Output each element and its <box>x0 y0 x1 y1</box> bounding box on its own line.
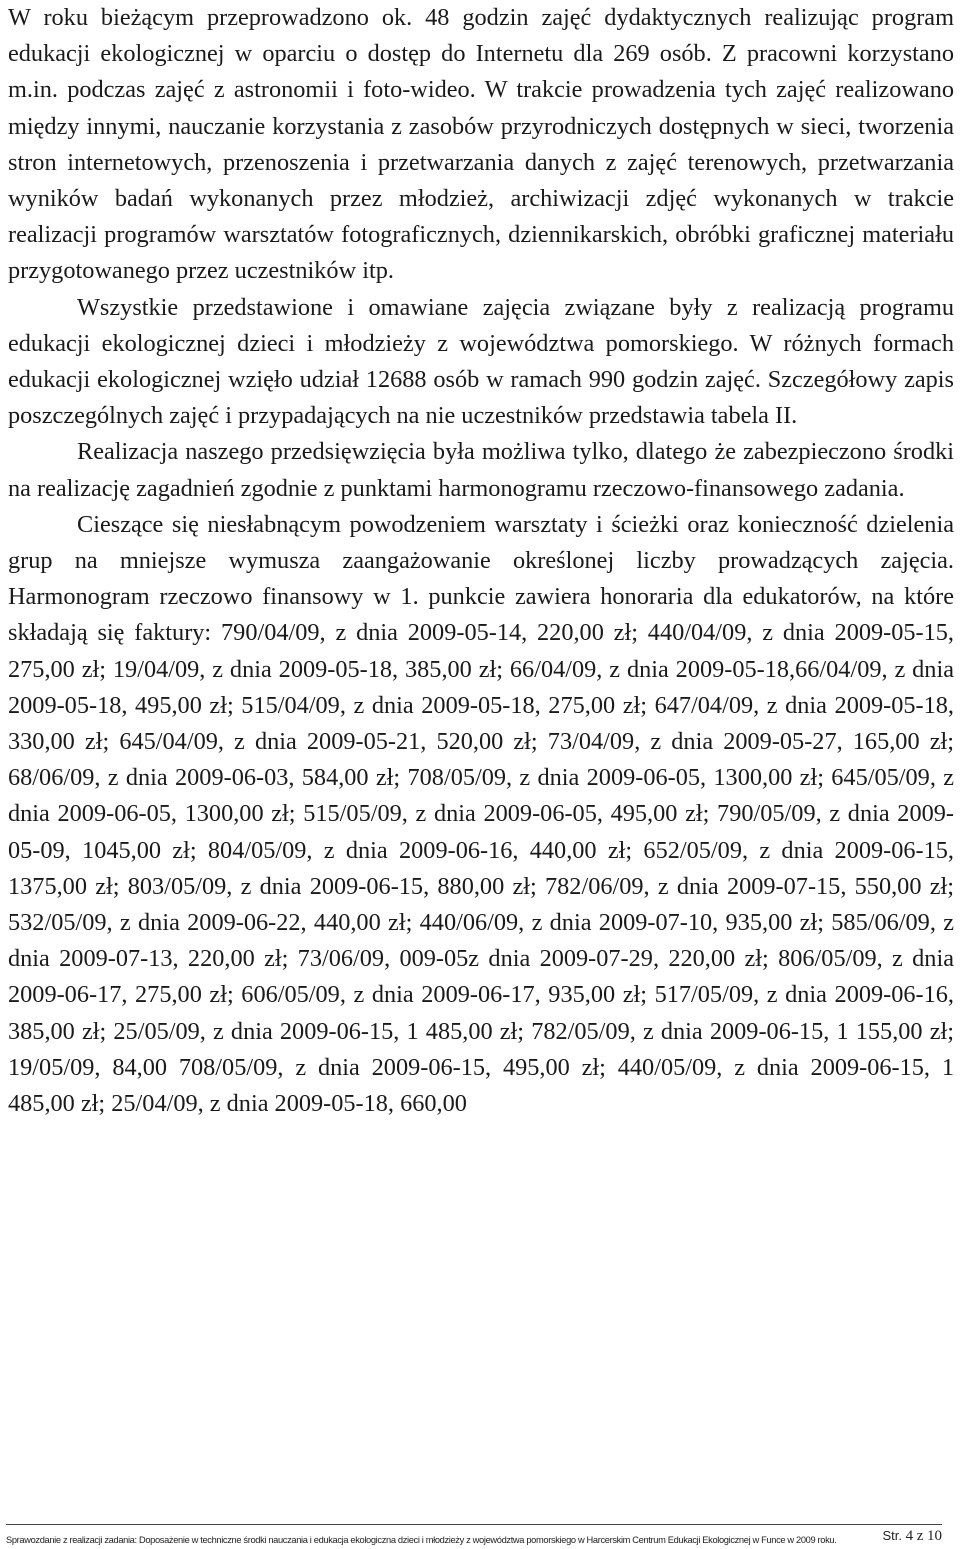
page-total: 10 <box>927 1528 942 1544</box>
paragraph-eco-education-summary: Wszystkie przedstawione i omawiane zajęcia związane były z realizacją programu edukacji ekologicznej dzieci i młodzieży z województwa pomorskiego. W różnych formach edukacji ekologicznej wzięło udział 12688 osób w ramach 990 godzin zajęć. Szczegółowy zapis poszczególnych zajęć i przypadających na nie uczestników przedstawia tabela II. <box>8 293 954 430</box>
page-number <box>882 1526 942 1545</box>
page-prefix: Str. <box>882 1528 902 1543</box>
page-separator: z <box>916 1528 924 1544</box>
page-current: 4 <box>905 1528 914 1544</box>
paragraph-internet-lab: W roku bieżącym przeprowadzono ok. 48 godzin zajęć dydaktycznych realizując program edukacji ekologicznej w oparciu o dostęp do Internetu dla 269 osób. Z pracowni korzystano m.in. podczas zajęć z astronomii i foto-wideo. W trakcie prowadzenia tych zajęć realizowano między innymi, nauczanie korzystania z zasobów przyrodniczych dostępnych w sieci, tworzenia stron internetowych, przenoszenia i przetwarzania danych z zajęć terenowych, przetwarzania wyników badań wykonanych przez młodzież, archiwizacji zdjęć wykonanych w trakcie realizacji programów warsztatów fotograficznych, dziennikarskich, obróbki graficznej materiału przygotowanego przez uczestników itp. <box>8 4 954 285</box>
paragraph-invoices: Cieszące się niesłabnącym powodzeniem warsztaty i ścieżki oraz konieczność dzielenia grup na mniejsze wymusza zaangażowanie określonej liczby prowadzących zajęcia. Harmonogram rzeczowo finansowy w 1. punkcie zawiera honoraria dla edukatorów, na które składają się faktury: 790/04/09, z dnia 2009-05-14, 220,00 zł; 440/04/09, z dnia 2009-05-15, 275,00 zł; 19/04/09, z dnia 2009-05-18, 385,00 zł; 66/04/09, z dnia 2009-05-18,66/04/09, z dnia 2009-05-18, 495,00 zł; 515/04/09, z dnia 2009-05-18, 275,00 zł; 647/04/09, z dnia 2009-05-18, 330,00 zł; 645/04/09, z dnia 2009-05-21, 520,00 zł; 73/04/09, z dnia 2009-05-27, 165,00 zł; 68/06/09, z dnia 2009-06-03, 584,00 zł; 708/05/09, z dnia 2009-06-05, 1300,00 zł; 645/05/09, z dnia 2009-06-05, 1300,00 zł; 515/05/09, z dnia 2009-06-05, 495,00 zł; 790/05/09, z dnia 2009-05-09, 1045,00 zł; 804/05/09, z dnia 2009-06-16, 440,00 zł; 652/05/09, z dnia 2009-06-15, 1375,00 zł; 803/05/09, z dnia 2009-06-15, 880,00 zł; 782/06/09, z dnia 2009-07-15, 550,00 zł; 532/05/09, z dnia 2009-06-22, 440,00 zł; 440/06/09, z dnia 2009-07-10, 935,00 zł; 585/06/09, z dnia 2009-07-13, 220,00 zł; 73/06/09, 009-05z dnia 2009-07-29, 220,00 zł; 806/05/09, z dnia 2009-06-17, 275,00 zł; 606/05/09, z dnia 2009-06-17, 935,00 zł; 517/05/09, z dnia 2009-06-16, 385,00 zł; 25/05/09, z dnia 2009-06-15, 1 485,00 zł; 782/05/09, z dnia 2009-06-15, 1 155,00 zł; 19/05/09, 84,00 708/05/09, z dnia 2009-06-15, 495,00 zł; 440/05/09, z dnia 2009-06-15, 1 485,00 zł; 25/04/09, z dnia 2009-05-18, 660,00 <box>8 510 954 1118</box>
document-body <box>8 0 954 1122</box>
page-footer <box>6 1524 942 1545</box>
paragraph-funding: Realizacja naszego przedsięwzięcia była możliwa tylko, dlatego że zabezpieczono środki na realizację zagadnień zgodnie z punktami harmonogramu rzeczowo-finansowego zadania. <box>8 438 954 502</box>
footer-report-title: Sprawozdanie z realizacji zadania: Doposażenie w techniczne środki nauczania i edukacja ekologiczna dzieci i młodzieży z województwa pomorskiego w Harcerskim Centrum Edukacji Ekologicznej w Funce w 2009 roku. <box>6 1535 837 1545</box>
